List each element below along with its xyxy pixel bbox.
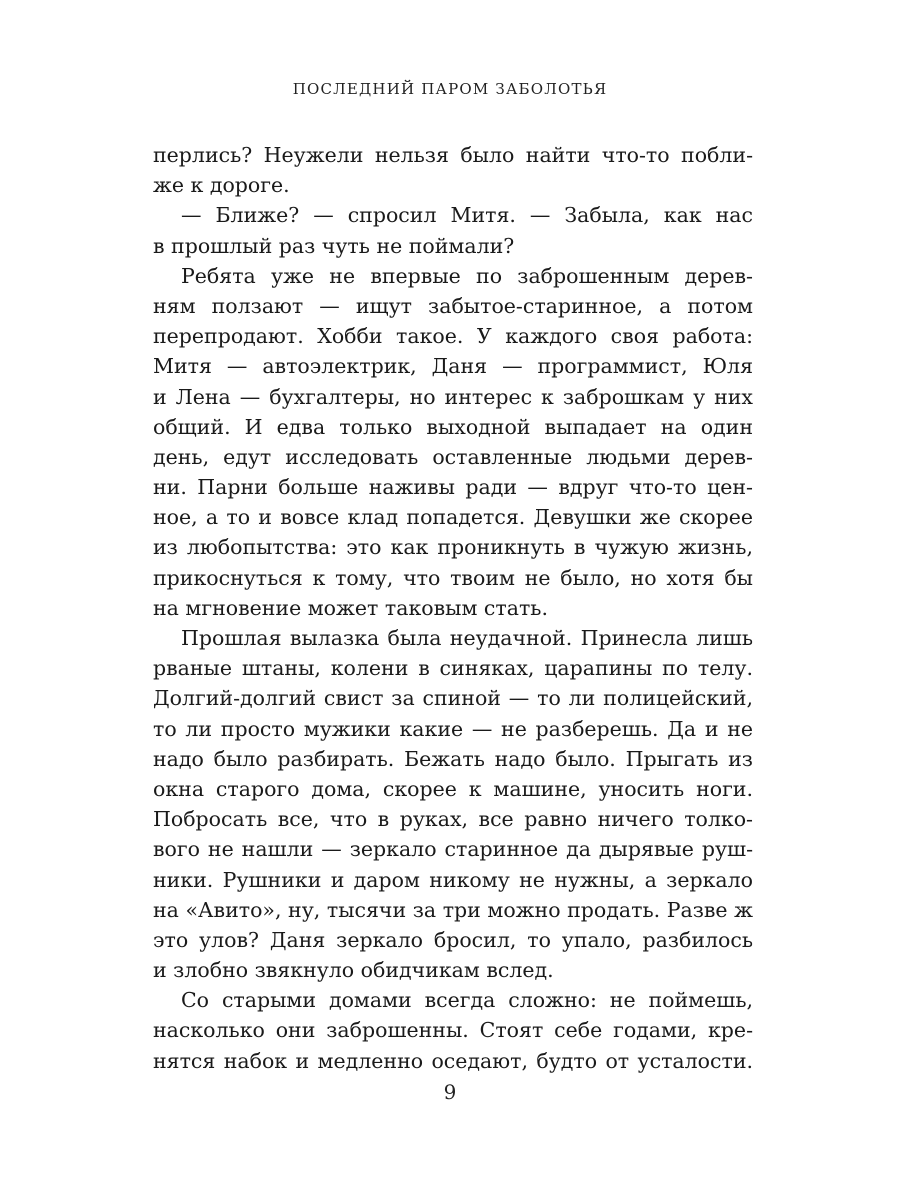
text-line: окна старого дома, скорее к машине, уносить ноги. xyxy=(153,776,753,801)
text-line: же к дороге. xyxy=(153,173,290,198)
text-line: общий. И едва только выходной выпадает на один xyxy=(153,414,753,439)
text-line: на «Авито», ну, тысячи за три можно продать. Разве ж xyxy=(153,897,753,922)
text-line: то ли просто мужики какие — не разберешь. Да и не xyxy=(153,716,753,741)
text-line: Побросать все, что в руках, все равно ничего толко- xyxy=(153,807,753,832)
text-line: Ребята уже не впервые по заброшенным дерев- xyxy=(181,263,753,288)
text-line: на мгновение может таковым стать. xyxy=(153,595,548,620)
text-line: надо было разбирать. Бежать надо было. Прыгать из xyxy=(153,746,753,771)
text-line: Долгий-долгий свист за спиной — то ли полицейский, xyxy=(153,686,753,711)
text-line: ники. Рушники и даром никому не нужны, а зеркало xyxy=(153,867,753,892)
text-line: нятся набок и медленно оседают, будто от усталости. xyxy=(153,1048,753,1073)
text-line: Со старыми домами всегда сложно: не поймешь, xyxy=(181,988,753,1013)
text-line: день, едут исследовать оставленные людьми дерев- xyxy=(153,444,753,469)
text-line: ное, а то и вовсе клад попадется. Девушки же скорее xyxy=(153,505,753,530)
text-line: в прошлый раз чуть не поймали? xyxy=(153,233,515,258)
text-line: прикоснуться к тому, что твоим не было, но хотя бы xyxy=(153,565,753,590)
running-header: ПОСЛЕДНИЙ ПАРОМ ЗАБОЛОТЬЯ xyxy=(292,80,608,98)
text-line: — Ближе? — спросил Митя. — Забыла, как нас xyxy=(181,203,753,228)
text-line: вого не нашли — зеркало старинное да дырявые руш- xyxy=(153,837,753,862)
body-text xyxy=(153,140,753,1076)
text-line: перлись? Неужели нельзя было найти что-то побли- xyxy=(153,143,753,167)
text-line: рваные штаны, колени в синяках, царапины по телу. xyxy=(153,656,753,681)
text-line: перепродают. Хобби такое. У каждого своя работа: xyxy=(153,324,753,349)
text-line: и Лена — бухгалтеры, но интерес к заброшкам у них xyxy=(153,384,753,409)
text-line: Митя — автоэлектрик, Даня — программист, Юля xyxy=(153,354,753,379)
text-line: из любопытства: это как проникнуть в чужую жизнь, xyxy=(153,535,753,560)
text-line: ни. Парни больше наживы ради — вдруг что-то цен- xyxy=(153,475,753,500)
page-number: 9 xyxy=(443,1080,457,1104)
text-line: ням ползают — ищут забытое-старинное, а потом xyxy=(153,293,753,318)
text-line: Прошлая вылазка была неудачной. Принесла лишь xyxy=(181,626,753,650)
text-line: и злобно звякнуло обидчикам вслед. xyxy=(153,958,554,983)
text-line: насколько они заброшенны. Стоят себе годами, кре- xyxy=(153,1018,753,1043)
text-line: это улов? Даня зеркало бросил, то упало, разбилось xyxy=(153,927,753,952)
